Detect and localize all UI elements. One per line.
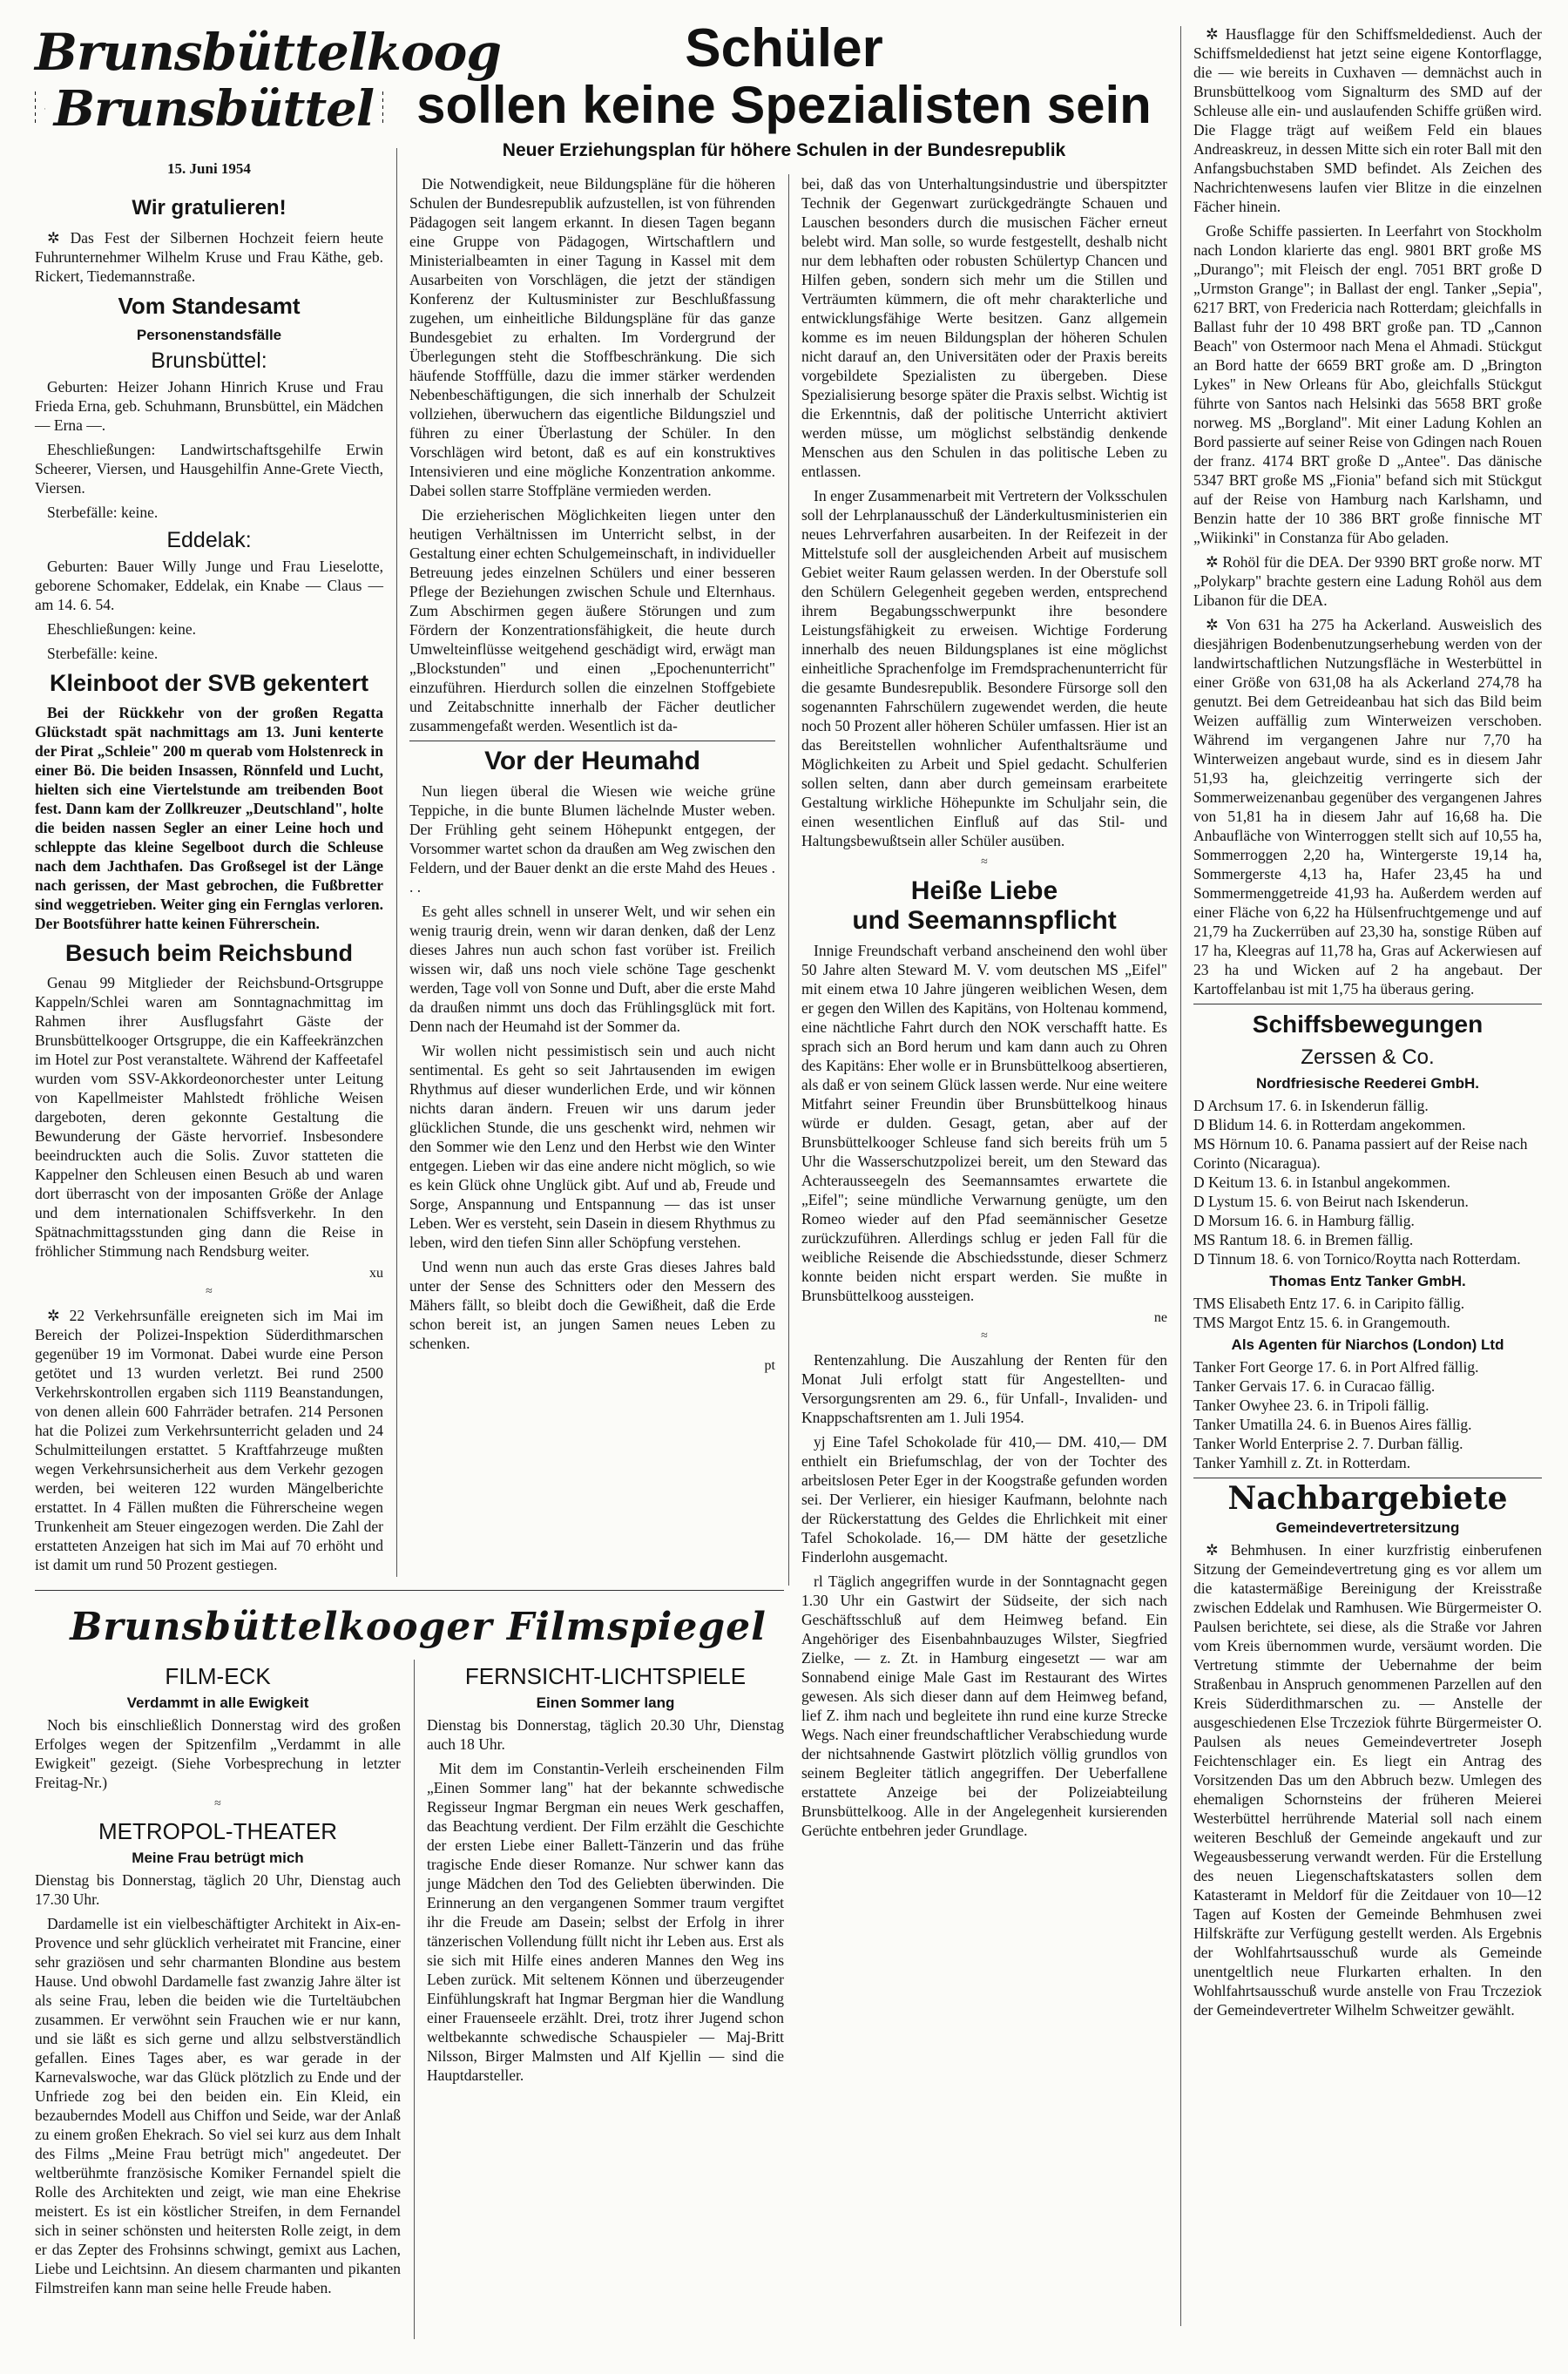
column-left: [35, 23, 501, 1584]
schule-paragraph-2: Die erzieherischen Möglichkeiten liegen unter den heutigen Verhältnissen im Unterricht selbst, in der Gestaltung einer echten Schulgemeinschaft, in individueller Betreuung jedes einzelnen Schülers und einer besseren Pflege der Beziehungen zwischen Schule und Elternhaus. Zum Abschirmen gegen äußere Störungen und zum Fördern der Konzentrationsfähigkeit, die heute durch Umwelteinflüsse weitgehend geschädigt wird, erwägt man „Blockstunden" und einen „Epochenunterricht" einzuführen. Hierdurch sollen die einzelnen Stoffgebiete und Zeitabschnitte innerhalb der Fächer deutlicher zusammengefaßt werden. Wesentlich ist da-: [409, 506, 775, 734]
list-item: TMS Margot Entz 15. 6. in Grangemouth.: [1193, 1314, 1450, 1331]
column-divider: [414, 1660, 415, 2339]
behmhusen-text: ✲ Behmhusen. In einer kurzfristig einberufenen Sitzung der Gemeindevertretung ging es vor allem um die katastermäßige Bereinigung der Kreisstraße zwischen Eddelak und Ramhusen. Wie Bürgermeister O. Paulsen berichtete, sei diese, als die Straße vor Jahren vom Kreis übernommen wurde, versäumt worden. Die Vertretung stimmte der Uebernahme der beim Straßenbau in Anspruch genommenen Parzellen auf den Kreis Süderdithmarschen zu. — Anstelle der ausgeschiedenen Else Trczeziok führte Bürgermeister O. Paulsen als neues Gemeindevertreter Joseph Feichtenschlager ein. Es liegt ein Antrag des Vorsitzenden Das um den Abbruch bezw. Umlegen des ehemaligen Schornsteins der früheren Meierei Westerbüttel herrührende Material soll nach einem weiteren Beschluß der Gemeinde angekauft und zur Wegeausbesserung verwandt werden. Für die Erstellung des neuen Liegenschaftskatasters sollen dem Katasteramt in Meldorf für die Zeitdauer von 10—12 Tagen auf Kosten der Gemeinde Behmhusen zwei Hilfskräfte zur Verfügung gestellt werden. Als Ergebnis der Wohlfahrtsausschuß wurde als Gemeinde unentgeltlich neue Flurkarten erhalten. In den Wohlfahrtsausschuß wurde anstelle von Frau Trczeziok der Gemeindevertreter Wilhelm Schweitzer gewählt.: [1193, 1541, 1542, 2019]
bb-births: Geburten: Heizer Johann Hinrich Kruse und Frau Frieda Erna, geb. Schuhmann, Brunsbüttel, ein Mädchen — Erna —.: [35, 378, 383, 434]
movie-title-1: Verdammt in alle Ewigkeit: [126, 1694, 309, 1711]
list-item: D Blidum 14. 6. in Rotterdam angekommen.: [1193, 1116, 1466, 1133]
schule-paragraph-3: bei, daß das von Unterhaltungsindustrie und überspitzter Technik der Gegenwart zurückgedrängte Schauen und Lauschen besonders durch die musischen Fächer erneut belebt wird. Man solle, so wurde festgestellt, deshalb nicht nur dem lebhaften oder robusten Schülertyp Chancen und Hilfen geben, sondern sich mehr um die Stillen und Verträumten kümmern, die oft mehr charakterliche und entwicklungsfähige Werte besitzen. Ganz allgemein komme es im neuen Bildungsplan der höheren Schulen nicht darauf an, den Universitäten oder der Praxis bereits vorgebildete Spezialisten zu übergeben. Diese Spezialisierung besorge später die Praxis selbst. Wichtig ist die Erkenntnis, daß der politische Unterricht aktiviert werden müsse, um möglichst selbständig denkende Menschen aus den Schulen in das politische Leben zu entlassen.: [801, 175, 1167, 480]
list-item: MS Rantum 18. 6. in Bremen fällig.: [1193, 1231, 1414, 1248]
filmspiegel-col-1: [35, 1660, 401, 2357]
separator-icon: ≈: [981, 1329, 988, 1343]
movie-time-3: Dienstag bis Donnerstag, täglich 20.30 Uhr, Dienstag auch 18 Uhr.: [427, 1716, 784, 1753]
liebe-heading-line1: Heiße Liebe: [910, 876, 1058, 905]
list-item: Tanker Gervais 17. 6. in Curacao fällig.: [1193, 1377, 1436, 1395]
divider: [35, 1590, 784, 1591]
column-right: [1193, 24, 1542, 2342]
filmspiegel-col-2: [427, 1660, 784, 2357]
rohoel-text: ✲ Rohöl für die DEA. Der 9390 BRT große norw. MT „Polykarp" brachte gestern eine Ladung Rohöl aus dem Libanon für die DEA.: [1193, 553, 1542, 609]
grosse-schiffe-text: Große Schiffe passierten. In Leerfahrt von Stockholm nach London klarierte das engl. 9801 BRT große MS „Durango"; mit Fleisch der engl. 7051 BRT große D „Urmston Grange"; in Ballast der engl. Tanker „Sepia", 6217 BRT, von Fredericia nach Rotterdam; gleichfalls in Ballast fuhr der 10 498 BRT große pan. TD „Cannon Beach" von Ostermoor nach Mena el Ahmadi. Stückgut an Bord hatte der 6659 BRT große am. D „Brington Lykes" in New Orleans für Abo, gleichfalls Stückgut führte von Santos nach Helsinki das 5658 BRT große norweg. MS „Borgland". Mit einer Ladung Kohlen an Bord passierte auf seiner Reise von Gdingen nach Rouen der franz. 4174 BRT große D „Antee". Das dänische 5347 BRT große MS „Fionia" befand sich mit Stückgut auf der Reise von Hamburg nach Karlshamn, und Benzin hatte der 10 386 BRT große finnische MT „Wiikinki" in Constanza für Abo geladen.: [1193, 222, 1542, 546]
separator-icon: ≈: [214, 1797, 221, 1810]
bb-marriages: Eheschließungen: Landwirtschaftsgehilfe Erwin Scheerer, Viersen, und Hausgehilfin Anne-Grete Viecth, Viersen.: [35, 441, 383, 497]
movie-text-1: Noch bis einschließlich Donnerstag wird des großen Erfolges wegen der Spitzenfilm „Verdammt in alle Ewigkeit" gezeigt. (Siehe Vorbesprechung in letzter Freitag-Nr.): [35, 1716, 401, 1791]
ship-list-3: [1193, 1357, 1542, 1472]
heumahd-paragraph-2: Es geht alles schnell in unserer Welt, und wir sehen ein wenig traurig drein, wenn wir daran denken, daß der Lenz dieses Jahres nun auch schon fast vorüber ist. Freilich wissen wir, daß uns noch viele schöne Tage geschenkt werden, Tage voll von Sonne und Duft, aber die erste Mahd da draußen nimmt uns doch das Frühlingsglück mit fort. Denn nach der Heumahd ist der Sommer da.: [409, 903, 775, 1035]
column-main-a: [409, 174, 775, 1586]
ed-deaths: Sterbefälle: keine.: [47, 645, 159, 662]
heumahd-heading: Vor der Heumahd: [484, 747, 700, 775]
ed-marriages: Eheschließungen: keine.: [47, 620, 197, 638]
kleinboot-text: Bei der Rückkehr von der großen Regatta Glückstadt spät nachmittags am 13. Juni kenterte der Pirat „Schleie" 200 m querab vom Holstenreck in einer Bö. Die beiden Insassen, Rönnfeld und Lucht, hielten sich eine Viertelstunde am treibenden Boot fest. Dann kam der Zollkreuzer „Deutschland", holte die beiden nassen Segler an einer Leine hoch und schleppte das kleine Segelboot durch die Schleuse nach dem Jachthafen. Das Großsegel ist der Länge nach gerissen, der Mast gebrochen, die Fußbretter sind weggetrieben. Weiter ging ein Fernglas verloren. Der Bootsführer hatte keinen Führerschein.: [35, 704, 383, 932]
masthead-title-line1: Brunsbüttelkoog: [35, 23, 501, 82]
liebe-text: Innige Freundschaft verband anscheinend den wohl über 50 Jahre alten Steward M. V. vom deutschen MS „Eifel" mit einem etwa 10 Jahre jüngeren weiblichen Wesen, dem er gegen den Willen des Kapitäns, von Holtenau kommend, eine nächtliche Fahrt durch den NOK verschafft hatte. Es sprach sich an Bord herum und kam dann auch zu Ohren des Kapitäns: Eher wolle er in Brunsbüttelkoog absertieren, als daß er von seinem Glück lassen werde. Nur eine weitere Mitfahrt seiner Freundin über Brunsbüttelkoog hinaus würde er dulden. Gesagt, getan, aber auf der Brunsbüttelkooger Schleuse fand sich bereits früh um 5 Uhr die Wasserschutzpolizei bereit, um den Steward das Achterausseegeln des Seemannsamtes erwartete die „Eifel"; seine mündliche Verwarnung genügte, um den Romeo wieder auf den Pfad seemännischer Gesetze zurückzuführen. Allerdings schlug er jeden Fall für die weibliche Reisende die Abschiedsstunde, dieser Schmerz konnte beiden nicht erspart werden. Sie mußte in Brunsbüttelkoog aussteigen.: [801, 942, 1167, 1304]
schiffsbewegungen-heading: Schiffsbewegungen: [1252, 1011, 1484, 1038]
congrats-heading: Wir gratulieren!: [132, 196, 287, 220]
liebe-heading-line2: und Seemannspflicht: [852, 906, 1117, 935]
column-divider: [788, 174, 789, 1586]
list-item: D Lystum 15. 6. von Beirut nach Iskenderun.: [1193, 1193, 1469, 1210]
verkehrsunfaelle-text: ✲ 22 Verkehrsunfälle ereigneten sich im Mai im Bereich der Polizei-Inspektion Süderdithmarschen gegenüber 19 im Vormonat. Dabei wurde eine Person getötet und 13 wurden verletzt. Bei rund 2500 Verkehrskontrollen ergaben sich 1119 Beanstandungen, von denen allein 600 Fahrräder betrafen. 214 Personen hat die Polizei zum Verkehrsunterricht geladen und 24 Schulmitteilungen erstattet. 5 Kraftfahrzeuge mußten wegen Verkehrsunsicherheit aus dem Verkehr gezogen werden, bei weiteren 122 wurden Mängelberichte erstattet. In 4 Fällen mußten die Führerscheine wegen Trunkenheit am Steuer eingezogen werden. Die Zahl der erstatteten Anzeigen hat sich im Mai auf 70 erhöht und ist damit um rund 50 Prozent gestiegen.: [35, 1307, 383, 1573]
ackerland-text: ✲ Von 631 ha 275 ha Ackerland. Ausweislich des diesjährigen Bodenbenutzungserhebung werden von der landwirtschaftlichen Nutzungsfläche in Westerbüttel in einer Größe von 631,08 ha als Ackerland 274,78 ha genutzt. Bei dem Getreideanbau hat sich das Bild beim Weizen auffällig zum Winterweizen verschoben. Während im vergangenen Jahre nur 7,70 ha Winterweizen angebaut wurde, sind es in diesem Jahr 51,93 ha, gleichzeitig verringerte sich der Sommerweizenanbau gegenüber des vergangenen Jahres von 51,81 ha in diesem Jahr auf 16,68 ha. Die Anbaufläche von Winterroggen stellt sich auf 10,55 ha, Sommerroggen 2,20 ha, Wintergerste 19,14 ha, Sommergerste 4,13 ha, Hafer 23,45 ha und Sommermenggetreide 41,93 ha. Außerdem werden auf einer Fläche von 6,22 ha Hülsenfruchtgemenge und auf 21,79 ha Zuckerrüben auf 23,30 ha, sonstige Rüben auf 17 ha, Kleegras auf 11,78 ha, Gras auf Ackerwiesen auf 23 ha und Wicken auf 2 ha angebaut. Der Kartoffelanbau ist mit 1,75 ha überaus gering.: [1193, 616, 1542, 998]
liebe-signature: ne: [1153, 1310, 1167, 1325]
angegriffen-text: rl Täglich angegriffen wurde in der Sonntagnacht gegen 1.30 Uhr ein Gastwirt der Südseite, der sich nach Geschäftsschluß auf dem Heimweg befand. Ein Angehöriger des Eisenbahnbauzuges Wilster, Siegfried Zielke, — z. Zt. in Hamburg eingesetzt — war am Sonnabend einige Male Gast im Restaurant des Wirtes gewesen. Als sich dieser dann auf dem Heimweg befand, lief Z. ihm nach und begleitete ihn rund eine kurze Strecke Wegs. Nach einer freundschaftlicher Verabschiedung wurde der nichtsahnende Gastwirt plötzlich völlig grundlos von seinem Begleiter tätlich angegriffen. Der Ueberfallene erstattete Anzeige bei der Polizeiabteilung Brunsbüttelkoog. Alle in der Angelegenheit kursierenden Gerüchte entbehren jeder Grundlage.: [801, 1573, 1167, 1839]
standesamt-heading: Vom Standesamt: [118, 293, 301, 319]
schule-paragraph-1: Die Notwendigkeit, neue Bildungspläne für die höheren Schulen der Bundesrepublik aufzustellen, ist von führenden Pädagogen seit langem erkannt. In diesen Tagen begann eine Gruppe von Pädagogen, Wirtschaftlern und Ministerialbeamten in einer Tagung in Kassel mit dem Ausarbeiten von Vorschlägen, die jetzt der ständigen Konferenz der Kultusminister zur Beschlußfassung zugehen, um einheitliche Bildungspläne für das ganze Bundesgebiet zu erhalten. Im Vordergrund der Überlegungen steht die Stoffbeschränkung. Die sich häufende Stofffülle, dazu die immer stärker werdenden Nebenbeschäftigungen, die sich innerhalb der Schulzeit vollziehen, überwuchern das eigentliche Bildungsziel und führen zu einer Überlastung der Schüler. In den Vorschlägen wird betont, daß es auf ein konstruktives Intensivieren und eine mögliche Konzentration ankomme. Dabei sollen starre Stoffpläne vermieden werden.: [409, 175, 775, 499]
masthead-title-line2: Brunsbüttel: [53, 80, 375, 138]
list-item: Tanker Umatilla 24. 6. in Buenos Aires fällig.: [1193, 1416, 1472, 1433]
list-item: Tanker Fort George 17. 6. in Port Alfred fällig.: [1193, 1358, 1479, 1376]
movie-title-3: Einen Sommer lang: [536, 1694, 675, 1711]
list-item: D Tinnum 18. 6. von Tornico/Roytta nach Rotterdam.: [1193, 1250, 1521, 1268]
list-item: TMS Elisabeth Entz 17. 6. in Caripito fällig.: [1193, 1295, 1465, 1312]
ship-list-1: [1193, 1096, 1542, 1268]
movie-text-3: Mit dem im Constantin-Verleih erscheinenden Film „Einen Sommer lang" hat der bekannte schwedische Regisseur Ingmar Bergman ein neues Werk geschaffen, das Beachtung verdient. Der Film erzählt die Geschichte der ersten Liebe einer Ballett-Tänzerin und das frühe tragische Ende dieser Romanze. Nur schwer kann das junge Mädchen den Tod des Geliebten überwinden. Die Erinnerung an den vergangenen Sommer traum vergiftet ihr die Freude am Dasein; selbst der Erfolg in ihrer tänzerischen Vollendung füllt nicht ihr Leben aus. Erst als sie sich mit Hilfe eines anderen Mannes den Weg ins Leben zurück. Mit seltenem Können und überzeugender Einfühlungskraft hat Ingmar Bergman hier die Wandlung einer Frauenseele erzählt. Drei, trotz ihrer Jugend schon weltbekannte schwedische Schauspieler — Maj-Britt Nilsson, Birger Malmsten und Alf Kjellin — sind die Hauptdarsteller.: [427, 1760, 784, 2084]
reederei-heading: Nordfriesische Reederei GmbH.: [1255, 1075, 1480, 1092]
decorative-bars-icon: [35, 91, 36, 126]
separator-icon: ≈: [981, 856, 988, 869]
list-item: D Keitum 13. 6. in Istanbul angekommen.: [1193, 1173, 1451, 1191]
nachbargebiete-heading: Nachbargebiete: [1227, 1480, 1508, 1517]
movie-text-2: Dardamelle ist ein vielbeschäftigter Architekt in Aix-en-Provence und sehr glücklich verheiratet mit Francine, einer sehr graziösen und sehr charmanten Blondine aus bestem Hause. Und obwohl Dardamelle fast zwanzig Jahre älter ist als seine Frau, leben die beiden wie die Turteltäubchen zusammen. Er verwöhnt sein Frauchen wie er nur kann, und sie läßt es sich gerne und allzu selbstverständlich gefallen. Eines Tages aber, es war gerade in der Karnevalswoche, war das Glück plötzlich zu Ende und der Unfriede zog bei den beiden ein. Ein Kleid, ein bezauberndes Modell aus Chiffon und Seide, war der Anlaß zu einem großen Ehekrach. So viel sei kurz aus dem Inhalt des Films „Meine Frau betrügt mich" angedeutet. Der weltberühmte französische Komiker Fernandel spielt die Rolle des Architekten und zeigt, wie man eine Ehekrise meistert. Es ist ein köstlicher Streifen, in dem Fernandel sich in seiner schönsten und heitersten Rolle zeigt, in dem er das Zepter des Frohsinns schwingt, gemixt aus Lachen, Liebe und Leichtsinn. An diesem charmanten und pikanten Filmstreifen kann man seine helle Freude haben.: [35, 1915, 401, 2296]
decorative-bars-icon: [382, 91, 383, 126]
list-item: MS Hörnum 10. 6. Panama passiert auf der Reise nach Corinto (Nicaragua).: [1193, 1135, 1528, 1172]
filmspiegel-heading: Brunsbüttelkooger Filmspiegel: [70, 1605, 767, 1649]
cinema-metropol: METROPOL-THEATER: [98, 1818, 337, 1844]
congrats-text: ✲ Das Fest der Silbernen Hochzeit feiern heute Fuhrunternehmer Wilhelm Kruse und Frau Käthe, geb. Rickert, Tiedemannstraße.: [35, 229, 383, 285]
main-subheadline: Neuer Erziehungsplan für höhere Schulen in der Bundesrepublik: [502, 140, 1066, 160]
column-main-b: [801, 174, 1167, 2326]
list-item: D Morsum 16. 6. in Hamburg fällig.: [1193, 1212, 1415, 1229]
masthead: [35, 23, 501, 178]
heumahd-paragraph-4: Und wenn nun auch das erste Gras dieses Jahres bald unter der Sense des Schnitters oder den Messern des Mähers fällt, so bleibt doch die Gewißheit, daß die Erde schon bereit ist, an jungen Samen neues Leben zu schenken.: [409, 1258, 775, 1352]
hausflagge-text: ✲ Hausflagge für den Schiffsmeldedienst. Auch der Schiffsmeldedienst hat jetzt seine eigene Kontorflagge, die — wie bereits in Cuxhaven — demnächst auch in Brunsbüttelkoog vom Signalturm des SMD auf der Schleuse alle ein- und auslaufenden Schiffe grüßen wird. Die Flagge trägt auf weißem Feld ein blaues Andreaskreuz, in dessen Mitte sich ein roter Ball mit den Anfangsbuchstaben SMD befindet. Als Zeichen des Nachrichtenwesens laufen vier Blitze in die einzelnen Fächer hinein.: [1193, 25, 1542, 215]
schule-paragraph-4: In enger Zusammenarbeit mit Vertretern der Volksschulen soll der Lehrplanausschuß der Länderkultusministerien ein neues Lehrverfahren ausarbeiten. In der Reifezeit in der Mittelstufe soll der ausgleichenden Arbeit auf musischem Gebiet weiter Raum gelassen werden. In der Oberstufe soll den Schülern Gelegenheit gegeben werden, entsprechend ihrem Begabungsschwerpunkt ihre besondere Leistungsfähigkeit zu erweisen. Wichtige Forderung innerhalb des neuen Bildungsplanes ist eine möglichst einheitliche Sprachenfolge im Fremdsprachenunterricht für die gesamte Bundesrepublik. Besondere Fürsorge soll den sogenannten Fahrschülern zugewendet werden, die heute noch 50 Prozent aller höheren Schüler umfassen. Hier ist an das Bereitstellen wohnlicher Aufenthaltsräume und Möglichkeiten zu Arbeit und Spiel gedacht. Schulferien sollen selten, dann aber durch gemeinsam erarbeitete Gestaltung wirkliche Höhepunkte im Schuljahr sein, die einen wesentlichen Einfluß auf das Stil- und Haltungsbewußtsein aller Schüler ausüben.: [801, 487, 1167, 849]
thomas-entz-heading: Thomas Entz Tanker GmbH.: [1269, 1273, 1466, 1289]
place-brunsbuettel: Brunsbüttel:: [151, 348, 267, 373]
reichsbund-heading: Besuch beim Reichsbund: [64, 940, 354, 966]
rente-text: Rentenzahlung. Die Auszahlung der Renten für den Monat Juli erfolgt statt für Angestellten- und Versorgungsrenten am 29. 6., für Unfall-, Invaliden- und Knappschaftsrenten am 1. Juli 1954.: [801, 1351, 1167, 1426]
heumahd-paragraph-1: Nun liegen überal die Wiesen wie weiche grüne Teppiche, in die bunte Blumen lächelnde Muster weben. Der Frühling geht seinem Höhepunkt entgegen, der Vorsommer wartet schon da draußen am Weg zwischen den Feldern, und der Bauer denkt an die erste Mahd des Heues . . .: [409, 782, 775, 896]
main-headline-line2: sollen keine Spezialisten sein: [416, 76, 1152, 134]
main-headline-line1: Schüler: [685, 18, 883, 78]
coat-of-arms-icon: [44, 82, 45, 136]
heumahd-paragraph-3: Wir wollen nicht pessimistisch sein und auch nicht sentimental. Es geht so seit Jahrtausenden im ewigen Rhythmus auf dieser wunderlichen Erde, und wir können nichts daran ändern. Freuen wir uns darum jeder glücklichen Stunde, die uns geschenkt wird, nehmen wir den Sommer wie den Lenz und den Herbst wie den Winter entgegen. Lieben wir das eine andere nicht möglich, so wie es kein Glück ohne Unglück gibt. Auf und ab, Freude und Sorge, Anspannung und Entspannung — das ist unser Leben. Wer es versteht, sein Dasein in diesem Rhythmus zu leben, wird den tiefen Sinn aller Schöpfung verstehen.: [409, 1042, 775, 1251]
ship-list-2: [1193, 1294, 1542, 1332]
ed-births: Geburten: Bauer Willy Junge und Frau Lieselotte, geborene Schomaker, Eddelak, ein Knabe — Claus — am 14. 6. 54.: [35, 558, 383, 613]
issue-date: 15. Juni 1954: [167, 160, 251, 177]
kleinboot-heading: Kleinboot der SVB gekentert: [49, 670, 369, 696]
standesamt-subheading: Personenstandsfälle: [136, 327, 282, 343]
schokolade-text: yj Eine Tafel Schokolade für 410,— DM. 410,— DM enthielt ein Briefumschlag, der von der Tochter des arbeitslosen Peter Eger in der Koogstraße gefunden worden sei. Der Verlierer, ein hiesiger Kaufmann, belohnte nach der Rückerstattung des Geldes die Ehrlichkeit mit einer Tafel Schokolade. 16,— DM hätte der gesetzliche Finderlohn ausgemacht.: [801, 1433, 1167, 1566]
cinema-film-eck: FILM-ECK: [165, 1663, 271, 1689]
column-divider: [396, 148, 397, 1577]
movie-time-2: Dienstag bis Donnerstag, täglich 20 Uhr, Dienstag auch 17.30 Uhr.: [35, 1871, 401, 1908]
movie-title-2: Meine Frau betrügt mich: [132, 1850, 304, 1866]
place-eddelak: Eddelak:: [166, 528, 252, 552]
reichsbund-text: Genau 99 Mitglieder der Reichsbund-Ortsgruppe Kappeln/Schlei waren am Sonntagnachmittag im Rahmen ihrer Ausflugsfahrt Gäste der Brunsbüttelkooger Ortsgruppe, die ein Kaffeekränzchen im Hotel zur Post veranstaltete. Während der Kaffeetafel wurden vom SSV-Akkordeonorchester unter Leitung von Kapellmeister Mahlstedt fröhliche Weisen dargeboten, deren gekonnte Gestaltung die Bewunderung der Gäste hervorrief. Insbesondere beeindruckten auch die Solis. Zuvor statteten die Kappelner den Schleusen einen Besuch ab und waren dort überrascht von der imposanten Größe der Anlage und dem internationalen Schiffsverkehr. In den Spätnachmittagsstunden ging dann die Reise in fröhlicher Stimmung nach Rendsburg weiter.: [35, 974, 383, 1260]
reichsbund-signature: xu: [369, 1266, 383, 1281]
separator-icon: ≈: [206, 1285, 213, 1298]
cinema-fernsicht: FERNSICHT-LICHTSPIELE: [464, 1663, 747, 1689]
niarchos-heading: Als Agenten für Niarchos (London) Ltd: [1231, 1336, 1504, 1353]
list-item: Tanker World Enterprise 2. 7. Durban fällig.: [1193, 1435, 1463, 1452]
list-item: D Archsum 17. 6. in Iskenderun fällig.: [1193, 1097, 1429, 1114]
nachbargebiete-subheading: Gemeindevertretersitzung: [1275, 1519, 1460, 1536]
list-item: Tanker Yamhill z. Zt. in Rotterdam.: [1193, 1454, 1411, 1471]
column-divider: [1180, 26, 1181, 2326]
list-item: Tanker Owyhee 23. 6. in Tripoli fällig.: [1193, 1397, 1429, 1414]
masthead-row: [35, 80, 383, 138]
heumahd-signature: pt: [764, 1358, 775, 1373]
schiffsbewegungen-subheading: Zerssen & Co.: [1301, 1045, 1435, 1069]
bb-deaths: Sterbefälle: keine.: [47, 504, 159, 521]
